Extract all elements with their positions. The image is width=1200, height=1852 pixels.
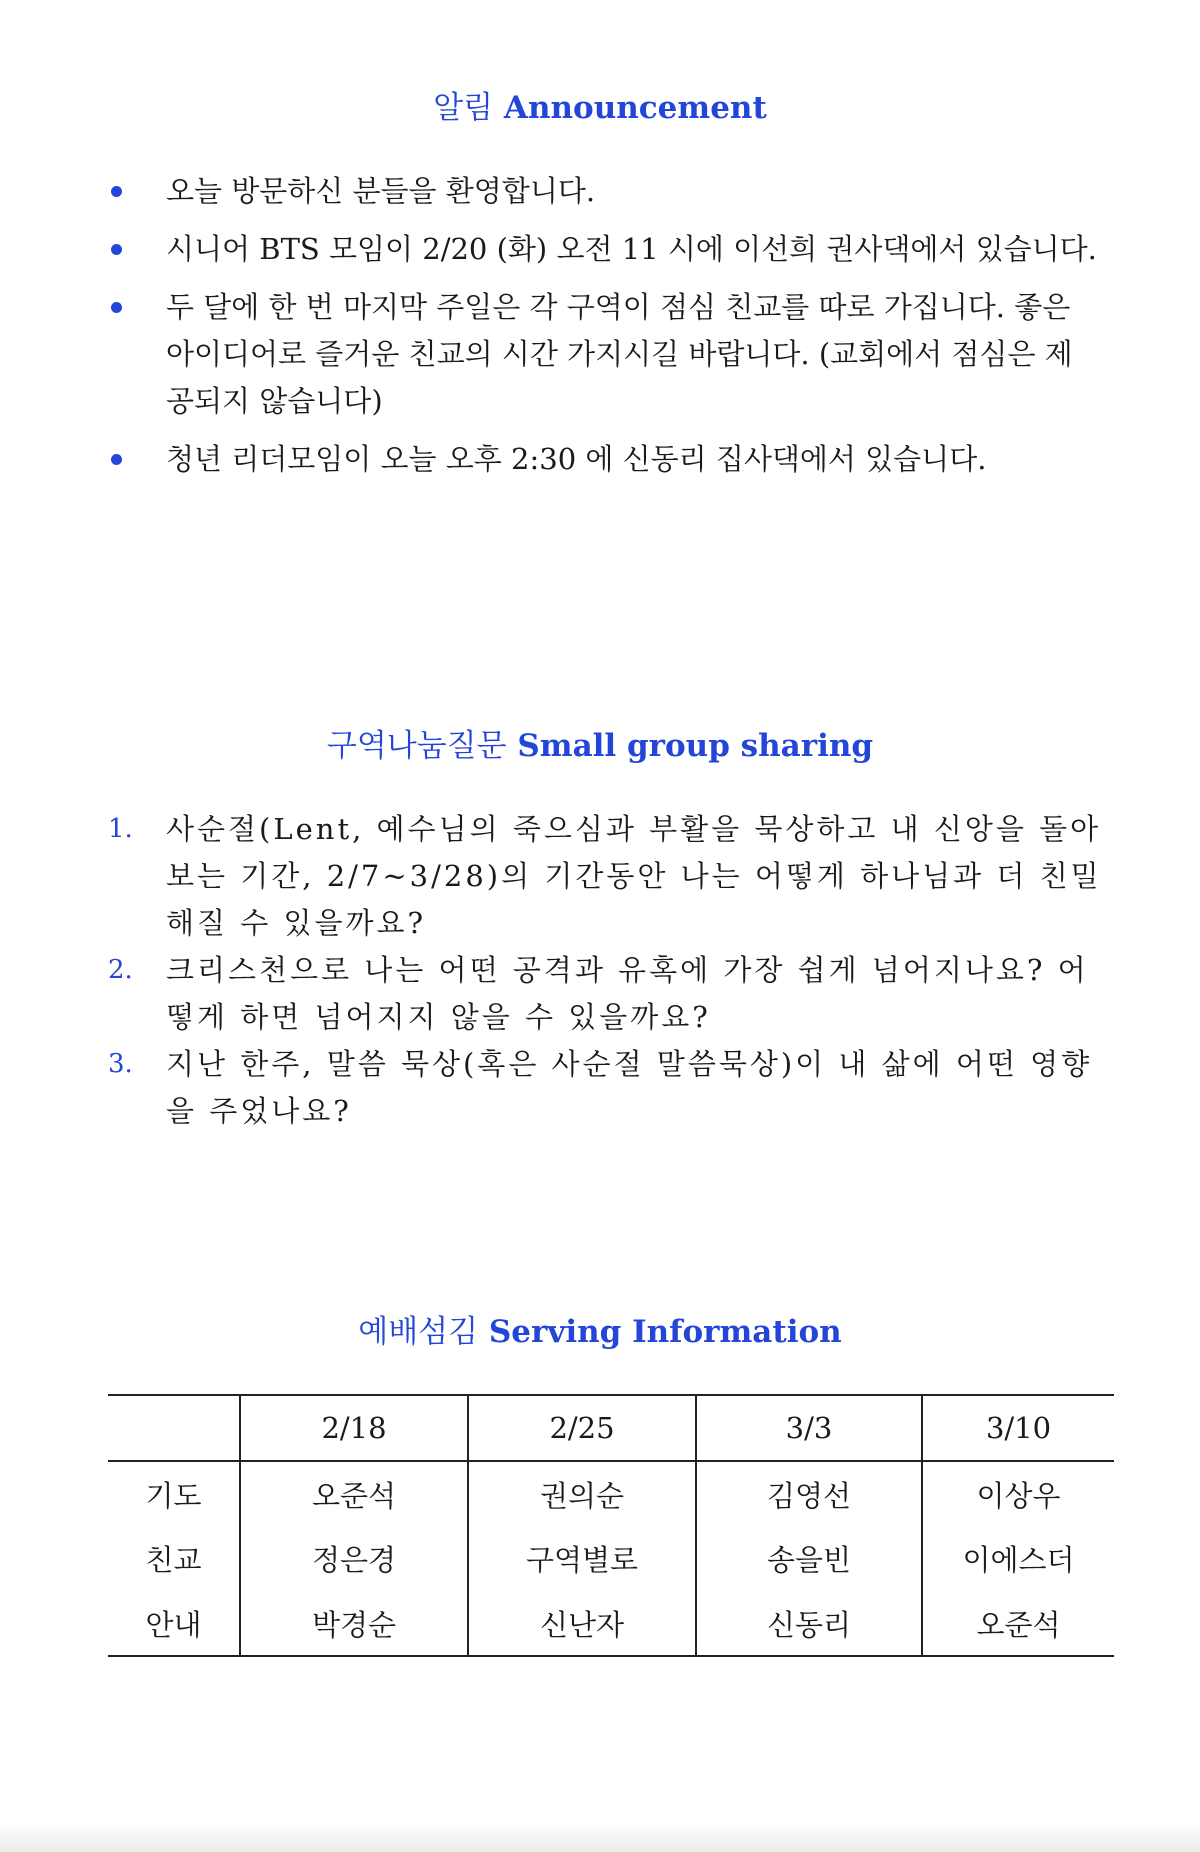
- date-header-cell: 3/10: [922, 1395, 1114, 1461]
- name-cell: 권의순: [468, 1461, 696, 1526]
- table-row: [108, 1591, 1114, 1656]
- serving-table: [108, 1394, 1114, 1657]
- question-item: [108, 806, 1108, 947]
- serving-heading-en: Serving Information: [488, 1314, 842, 1350]
- announcement-text: 청년 리더모임이 오늘 오후 2:30 에 신동리 집사댁에서 있습니다.: [166, 442, 987, 476]
- question-text: 사순절(Lent, 예수님의 죽으심과 부활을 묵상하고 내 신앙을 돌아보는 기간, 2/7~3/28)의 기간동안 나는 어떻게 하나님과 더 친밀해질 수 있을까요?: [166, 812, 1102, 940]
- bullet-icon: [111, 186, 122, 197]
- name-cell: 송을빈: [696, 1526, 922, 1591]
- name-cell: 신동리: [696, 1591, 922, 1656]
- serving-header-row: [108, 1395, 1114, 1461]
- bullet-icon: [111, 244, 122, 255]
- name-cell: 이상우: [922, 1461, 1114, 1526]
- name-cell: 박경순: [240, 1591, 468, 1656]
- question-text: 크리스천으로 나는 어떤 공격과 유혹에 가장 쉽게 넘어지나요? 어떻게 하면 넘어지지 않을 수 있을까요?: [166, 953, 1089, 1034]
- question-number: 2.: [108, 955, 133, 985]
- announcement-list: [108, 168, 1098, 494]
- date-header-cell: 3/3: [696, 1395, 922, 1461]
- name-cell: 김영선: [696, 1461, 922, 1526]
- serving-heading: [0, 1312, 1200, 1352]
- question-text: 지난 한주, 말씀 묵상(혹은 사순절 말씀묵상)이 내 삶에 어떤 영향을 주었나요?: [166, 1047, 1093, 1128]
- small-group-heading-en: Small group sharing: [517, 728, 874, 764]
- announcement-item: [108, 284, 1098, 425]
- bullet-icon: [111, 302, 122, 313]
- role-cell: 안내: [108, 1591, 240, 1656]
- serving-heading-ko: 예배섬김: [358, 1314, 479, 1350]
- name-cell: 이에스더: [922, 1526, 1114, 1591]
- role-header-cell: [108, 1395, 240, 1461]
- role-cell: 기도: [145, 1478, 202, 1513]
- name-cell: 오준석: [922, 1591, 1114, 1656]
- question-number: 1.: [108, 814, 133, 844]
- announcement-item: [108, 436, 1098, 483]
- question-number: 3.: [108, 1049, 133, 1079]
- table-row: [108, 1526, 1114, 1591]
- announcement-heading-ko: 알림: [433, 90, 494, 126]
- name-cell: 정은경: [240, 1526, 468, 1591]
- announcement-heading: [0, 88, 1200, 128]
- page-bottom-shade: [0, 1822, 1200, 1852]
- date-header-cell: 2/25: [468, 1395, 696, 1461]
- table-row: [108, 1461, 1114, 1526]
- question-item: [108, 947, 1108, 1041]
- announcement-item: [108, 226, 1098, 273]
- announcement-text: 시니어 BTS 모임이 2/20 (화) 오전 11 시에 이선희 권사댁에서 있습니다.: [166, 232, 1097, 266]
- small-group-heading: [0, 726, 1200, 766]
- name-cell: 구역별로: [468, 1526, 696, 1591]
- announcement-text: 두 달에 한 번 마지막 주일은 각 구역이 점심 친교를 따로 가집니다. 좋은 아이디어로 즐거운 친교의 시간 가지시길 바랍니다. (교회에서 점심은 제공되지 않습니다): [166, 290, 1073, 418]
- announcement-heading-en: Announcement: [503, 90, 767, 126]
- small-group-question-list: [108, 806, 1108, 1135]
- name-cell: 신난자: [468, 1591, 696, 1656]
- announcement-item: [108, 168, 1098, 215]
- question-item: [108, 1041, 1108, 1135]
- role-cell: 친교: [145, 1543, 202, 1577]
- name-cell: 오준석: [240, 1461, 468, 1526]
- bullet-icon: [111, 454, 122, 465]
- announcement-text: 오늘 방문하신 분들을 환영합니다.: [166, 174, 596, 208]
- small-group-heading-ko: 구역나눔질문: [326, 728, 507, 764]
- date-header-cell: 2/18: [240, 1395, 468, 1461]
